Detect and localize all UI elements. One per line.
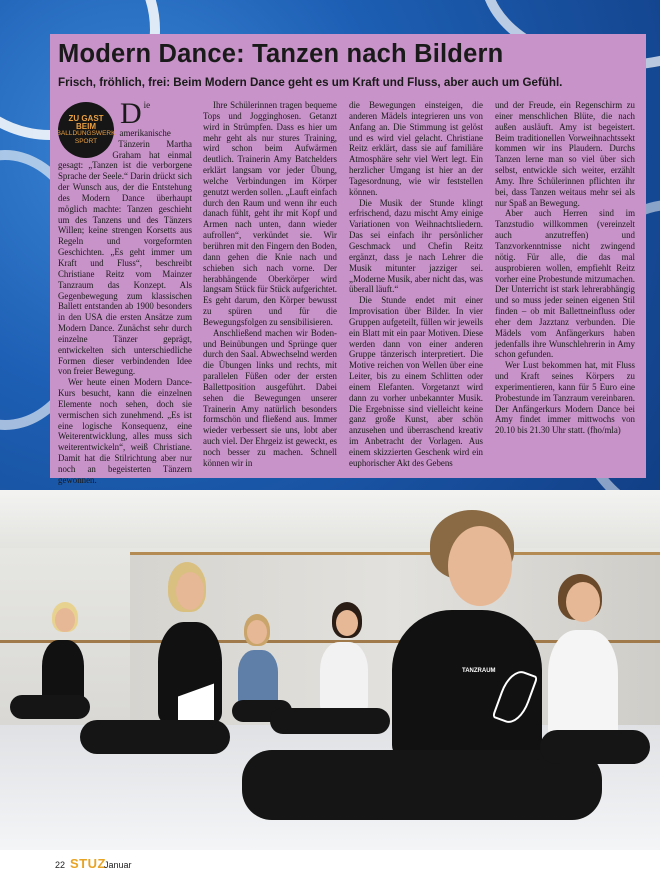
text-column-3 bbox=[349, 100, 483, 469]
paragraph: Anschließend machen wir Boden- und Beinübungen und Sprünge quer durch den Saal. Abwechselnd werden die Übungen links und rechts, mit parallelen Füßen oder der ersten Ballettposition ausgeführt. Dabei sehen die Bewegungen unserer Trainerin Amy natürlich besonders formschön und fließend aus. Immer wieder verbessert sie uns, lobt aber auch viel. Der Ehrgeiz ist geweckt, es noch besser zu machen. Schnell können wir in bbox=[203, 327, 337, 468]
article-subtitle: Frisch, fröhlich, frei: Beim Modern Dance geht es um Kraft und Fluss, aber auch um Gefühl. bbox=[58, 76, 563, 89]
text-column-2 bbox=[203, 100, 337, 469]
paragraph: Die Musik der Stunde klingt erfrischend, dazu mischt Amy einige Variationen von Weihnachtsliedern. Das sei einfach ihr persönlicher Geschmack und Chefin Reitz ergänzt, dass je nach Lehrer die Musik mitunter jazziger sei. „Moderne Musik, aber nicht das, was überall läuft.“ bbox=[349, 197, 483, 295]
drop-cap: D bbox=[120, 97, 142, 130]
paragraph: Die Stunde endet mit einer Improvisation über Bilder. In vier Gruppen aufgeteilt, füllen wir jeweils ein Blatt mit ein paar Motiven. Diese werden dann von einer anderen Gruppe tänzerisch interpretiert. Die Motive reichen von Wellen über eine Leiter, bis zu einem Schlitten oder einem Elefanten. Vorgetanzt wird dann zu vorher unbekannter Musik. Die Ergebnisse sind vielleicht keine ganz große Kunst, aber schön anzusehen und überraschend kreativ im Anbetracht der Vorlagen. Aus einem skizzierten Geschenk wird ein euphorischer Akt des Gebens bbox=[349, 295, 483, 468]
paragraph: Wer heute einen Modern Dance-Kurs besucht, kann die einzelnen Elemente noch sehen, doch sie vermischen sich zunehmend. „Es ist eine logische Konsequenz, eine Weiterentwicklung, alles muss sich weiterentwickeln“, weiß Christiane. Damit hat die Stilrichtung aber nur noch an begeisterten Tänzern gewonnen. bbox=[58, 377, 192, 485]
text-column-4 bbox=[495, 100, 635, 436]
shirt-print: TANZRAUM bbox=[462, 668, 496, 674]
page-number: 22 bbox=[55, 860, 66, 870]
paragraph: und der Freude, ein Regenschirm zu einer menschlichen Blüte, die nach außen ausläuft. Amy ist begeistert. Beim traditionellen Vorweihnachtssekt kommen wir ins Plaudern. Durchs Tanzen lerne man so viel über sich selbst, entwickle sich weiter, erzählt Amy. Ihre Schülerinnen pflichten ihr bei, dass Tanzen weitaus mehr sei als nur Spaß an Bewegung. bbox=[495, 100, 635, 208]
paragraph: die Bewegungen einsteigen, die anderen Mädels integrieren uns von Anfang an. Die Stimmung ist gelöst und es wird viel gelacht. Christiane Reitz erklärt, dass sie auf familiäre Atmosphäre sehr viel Wert legt. Ein herzlicher Umgang ist hier an der Tagesordnung, wie wir feststellen können. bbox=[349, 100, 483, 197]
badge-line: BALLDUNGSWERK bbox=[56, 130, 116, 137]
paragraph: Aber auch Herren sind im Tanzstudio willkommen (vereinzelt auch anzutreffen) und Tanzvorkenntnisse nicht zwingend nötig. Für alle, die das mal ausprobieren wollen, empfiehlt Reitz vorher eine Probestunde mitzumachen. Der Unterricht ist stark lehrerabhängig und so muss jeder seinen eigenen Stil finden – ob mit Ballettneinfluss oder eher dem Jazztanz verbunden. Die Mädels vom Anfängerkurs haben jedenfalls ihre Wunschlehrerin in Amy schon gefunden. bbox=[495, 208, 635, 360]
paragraph: Wer Lust bekommen hat, mit Fluss und Kraft seines Körpers zu experimentieren, kann für 5 Euro eine Probestunde im Tanzraum vereinbaren. Der Anfängerkurs Modern Dance bei Amy findet immer mittwochs von 20.10 bis 21.30 Uhr statt. (fho/mla) bbox=[495, 360, 635, 436]
badge-line: BEIM bbox=[76, 121, 96, 131]
ceiling bbox=[0, 490, 660, 548]
dance-class-photo bbox=[0, 490, 660, 850]
article-title: Modern Dance: Tanzen nach Bildern bbox=[58, 40, 504, 68]
magazine-logo: STUZ bbox=[70, 856, 106, 871]
issue-month: Januar bbox=[104, 860, 132, 870]
paragraph: ie amerikanische Tänzerin Martha Graham hat einmal gesagt: „Tanzen ist die verborgene Sprache der Seele.“ Darin drückt sich der Wunsch aus, der die Entstehung des Modern Dance überhaupt möglich machte: Tanzen geschieht um des Tanzens und des Tänzers Willen; keine strengen Korsetts aus Regeln und vorgeformten Geschichten. „Es geht immer um Kraft und Fluss“, beschreibt Christiane Reitz vom Mainzer Tanzraum das Konzept. Als Gegenbewegung zum klassischen Ballett entstanden ab 1900 besonders in den USA die ersten Ansätze zum Modern Dance. Zunächst sehr durch einzelne Tänzer geprägt, entwickelten sich unterschiedliche Formen dieser verbindenden Idee von freier Bewegung. bbox=[58, 100, 192, 377]
text-column-1 bbox=[56, 97, 192, 486]
paragraph: Ihre Schülerinnen tragen bequeme Tops und Jogginghosen. Getanzt wird in Strümpfen. Dass es hier um mehr geht als nur stures Training, wird schon beim Aufwärmen deutlich. Trainerin Amy Batchelders erklärt langsam vor jeder Übung, welche Verbindungen im Körper genutzt werden sollen. „Lauft einfach durch den Raum und wenn ihr euch danach fühlt, geht ihr mit Kopf und Armen nach unten, dann wieder aufrollen“, verkündet sie. Wir berühren mit den Fingern den Boden, dann gehen die Knie nach und schieben sich nach vorne. Der herabhängende Oberkörper wird langsam Stück für Stück aufgerichtet. Es geht darum, den Körper bewusst zu spüren und für die Bewegungsfolgen zu sensibilisieren. bbox=[203, 100, 337, 327]
page-footer bbox=[0, 850, 660, 882]
guest-badge bbox=[58, 102, 114, 158]
badge-line: ZU GAST bbox=[68, 114, 104, 123]
badge-line: SPORT bbox=[74, 137, 98, 145]
